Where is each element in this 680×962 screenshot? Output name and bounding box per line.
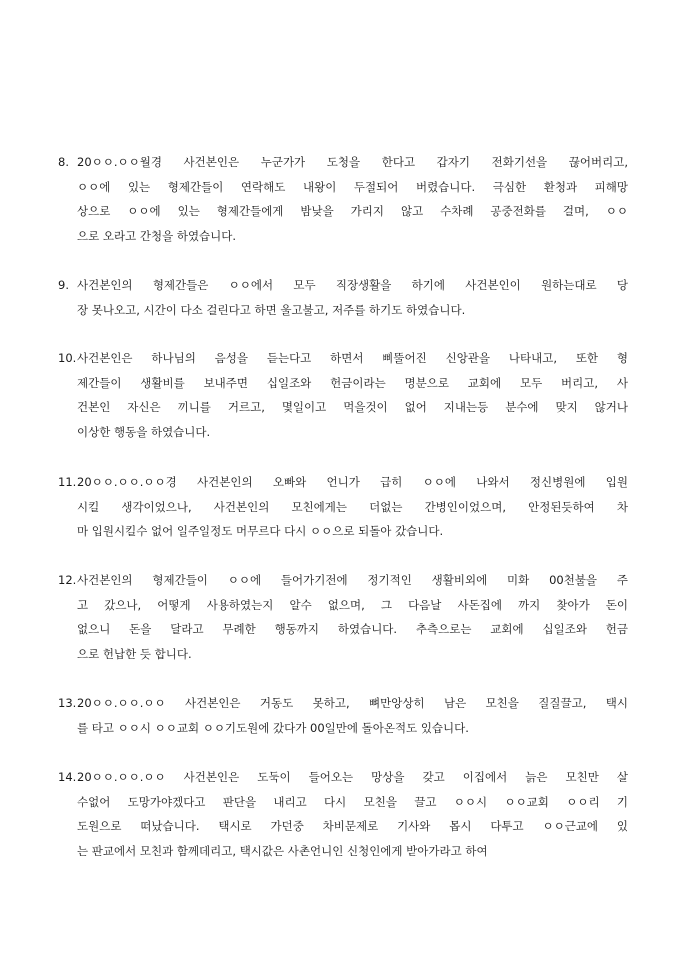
item-number: 10. [58,351,77,365]
item-line: 20ㅇㅇ.ㅇㅇ.ㅇㅇ 사건본인은 거동도 못하고, 뼈만앙상히 남은 모친을 질질끌고, 택시 [77,696,628,710]
item-number: 14. [58,770,77,784]
item-number: 9. [58,278,69,292]
list-item-13 [58,691,628,740]
item-line: 시킬 생각이었으나, 사건본인의 모친에게는 더없는 간병인이었으며, 안정된듯하여 차 [77,499,628,514]
item-line: 장 못나오고, 시간이 다소 걸린다고 하면 울고불고, 저주를 하기도 하였습니다. [77,302,466,317]
item-line: 사건본인은 하나님의 음성을 듣는다고 하면서 삐뚤어진 신앙관을 나타내고, 또한 형 [77,351,628,365]
list-item-8 [58,150,628,248]
item-line: 으로 헌납한 듯 합니다. [77,646,192,661]
item-line: 는 판교에서 모친과 함께데리고, 택시값은 사촌언니인 신청인에게 받아가라고 하여 [77,843,488,858]
list-item-11 [58,470,628,544]
item-line: 도원으로 떠났습니다. 택시로 가던중 차비문제로 기사와 몹시 다투고 ㅇㅇ근교에 있 [77,819,628,833]
list-item-10 [58,346,628,444]
list-item-12 [58,568,628,666]
list-item-9 [58,273,628,322]
item-line: ㅇㅇ에 있는 형제간들이 연락해도 내왕이 두절되어 버렸습니다. 극심한 환청과 피해망 [77,179,628,194]
item-line: 20ㅇㅇ.ㅇㅇ.ㅇㅇ경 사건본인의 오빠와 언니가 급히 ㅇㅇ에 나와서 정신병원에 입원 [77,475,628,489]
item-number: 11. [58,475,77,489]
item-number: 12. [58,573,77,587]
item-line: 제간들이 생활비를 보내주면 십일조와 헌금이라는 명분으로 교회에 모두 버리고, 사 [77,375,628,390]
list-item-14 [58,765,628,863]
item-line: 으로 오라고 간청을 하였습니다. [77,228,237,243]
item-line: 20ㅇㅇ.ㅇㅇ월경 사건본인은 누군가가 도청을 한다고 갑자기 전화기선을 끊어버리고, [77,155,628,169]
item-line: 없으니 돈을 달라고 무례한 행동까지 하였습니다. 추측으로는 교회에 십일조와 헌금 [77,622,628,636]
item-line: 20ㅇㅇ.ㅇㅇ.ㅇㅇ 사건본인은 도둑이 들어오는 망상을 갖고 이집에서 늙은 모친만 살 [77,770,628,784]
item-line: 사건본인의 형제간들은 ㅇㅇ에서 모두 직장생활을 하기에 사건본인이 원하는대로 당 [77,278,628,292]
item-line: 수없어 도망가야겠다고 판단을 내리고 다시 모친을 끌고 ㅇㅇ시 ㅇㅇ교회 ㅇㅇ리 기 [77,794,628,809]
item-line: 이상한 행동을 하였습니다. [77,424,211,439]
item-line: 를 타고 ㅇㅇ시 ㅇㅇ교회 ㅇㅇ기도원에 갔다가 00일만에 돌아온적도 있습니다. [77,720,469,735]
item-number: 8. [58,155,69,169]
item-line: 사건본인의 형제간들이 ㅇㅇ에 들어가기전에 정기적인 생활비외에 미화 00천불을 주 [77,573,628,587]
item-number: 13. [58,696,77,710]
item-line: 마 입원시킬수 없어 일주일정도 머무르다 다시 ㅇㅇ으로 되돌아 갔습니다. [77,524,444,538]
item-line: 고 갔으나, 어떻게 사용하였는지 알수 없으며, 그 다음날 사돈집에 까지 찾아가 돈이 [77,597,628,612]
item-line: 건본인 자신은 끼니를 거르고, 몇일이고 먹을것이 없어 지내는등 분수에 맞지 않거나 [77,400,628,414]
item-line: 상으로 ㅇㅇ에 있는 형제간들에게 밤낮을 가리지 않고 수차례 공중전화를 걸며, ㅇㅇ [77,204,628,218]
